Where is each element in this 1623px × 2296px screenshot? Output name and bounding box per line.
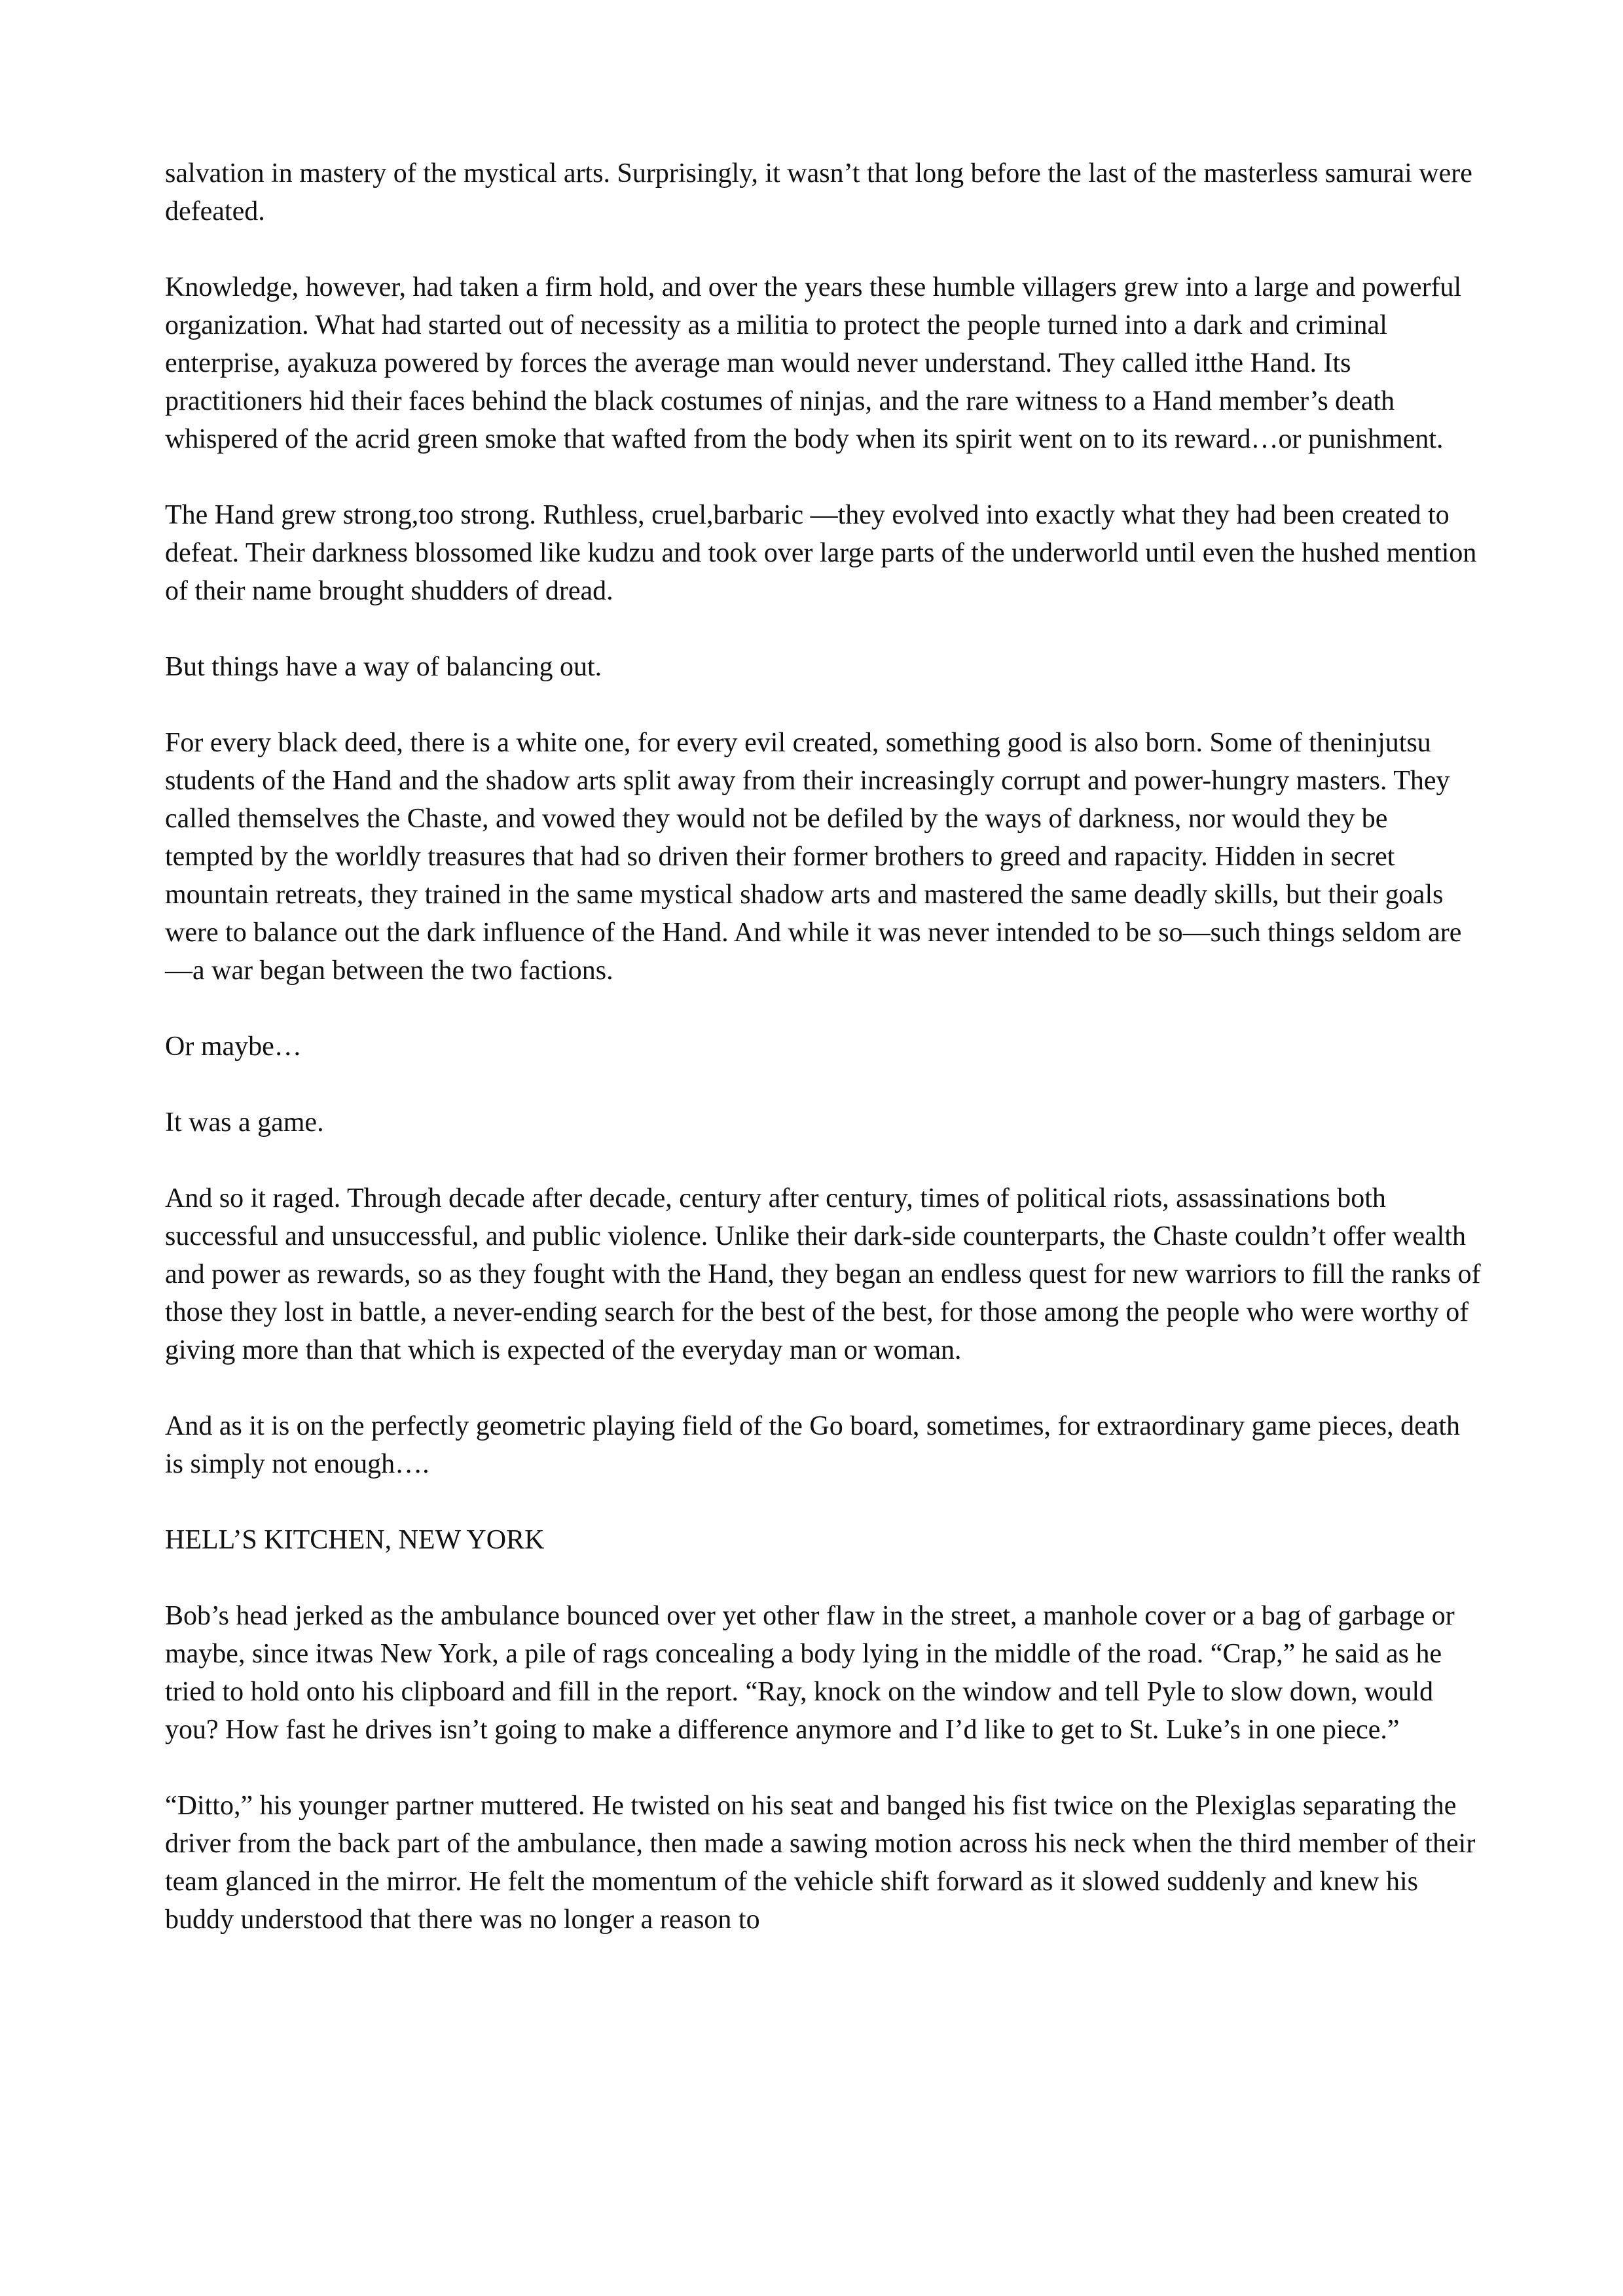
paragraph-7: It was a game. — [165, 1107, 324, 1138]
paragraph-2: Knowledge, however, had taken a firm hold, and over the years these humble villagers grew into a large and powerful organization. What had started out of necessity as a militia to protect the people turned into a dark and criminal enterprise, ayakuza powered by forces the average man would never understand. They called itthe Hand. Its practitioners hid their faces behind the black costumes of ninjas, and the rare witness to a Hand member’s death whispered of the acrid green smoke that wafted from the body when its spirit went on to its reward…or punishment. — [165, 272, 1462, 454]
paragraph-10: Bob’s head jerked as the ambulance bounced over yet other flaw in the street, a manhole cover or a bag of garbage or maybe, since itwas New York, a pile of rags concealing a body lying in the middle of the road. “Crap,” he said as he tried to hold onto his clipboard and fill in the report. “Ray, knock on the window and tell Pyle to slow down, would you? How fast he drives isn’t going to make a difference anymore and I’d like to get to St. Luke’s in one piece.” — [165, 1601, 1455, 1745]
paragraph-4: But things have a way of balancing out. — [165, 652, 602, 682]
section-heading: HELL’S KITCHEN, NEW YORK — [165, 1525, 545, 1555]
paragraph-6: Or maybe… — [165, 1031, 302, 1062]
paragraph-1: salvation in mastery of the mystical arts. Surprisingly, it wasn’t that long before the last of the masterless samurai were defeated. — [165, 158, 1472, 226]
document-page — [165, 154, 1481, 1939]
paragraph-3: The Hand grew strong,too strong. Ruthless, cruel,barbaric —they evolved into exactly what they had been created to defeat. Their darkness blossomed like kudzu and took over large parts of the underworld until even the hushed mention of their name brought shudders of dread. — [165, 500, 1477, 606]
paragraph-11: “Ditto,” his younger partner muttered. He twisted on his seat and banged his fist twice on the Plexiglas separating the driver from the back part of the ambulance, then made a sawing motion across his neck when the third member of their team glanced in the mirror. He felt the momentum of the vehicle shift forward as it slowed suddenly and knew his buddy understood that there was no longer a reason to — [165, 1791, 1476, 1935]
paragraph-9: And as it is on the perfectly geometric playing field of the Go board, sometimes, for extraordinary game pieces, death is simply not enough…. — [165, 1411, 1461, 1479]
paragraph-8: And so it raged. Through decade after decade, century after century, times of political riots, assassinations both successful and unsuccessful, and public violence. Unlike their dark-side counterparts, the Chaste couldn’t offer wealth and power as rewards, so as they fought with the Hand, they began an endless quest for new warriors to fill the ranks of those they lost in battle, a never-ending search for the best of the best, for those among the people who were worthy of giving more than that which is expected of the everyday man or woman. — [165, 1183, 1481, 1365]
paragraph-5: For every black deed, there is a white one, for every evil created, something good is also born. Some of theninjutsu students of the Hand and the shadow arts split away from their increasingly corrupt and power-hungry masters. They called themselves the Chaste, and vowed they would not be defiled by the ways of darkness, nor would they be tempted by the worldly treasures that had so driven their former brothers to greed and rapacity. Hidden in secret mountain retreats, they trained in the same mystical shadow arts and mastered the same deadly skills, but their goals were to balance out the dark influence of the Hand. And while it was never intended to be so—such things seldom are—a war began between the two factions. — [165, 728, 1462, 986]
